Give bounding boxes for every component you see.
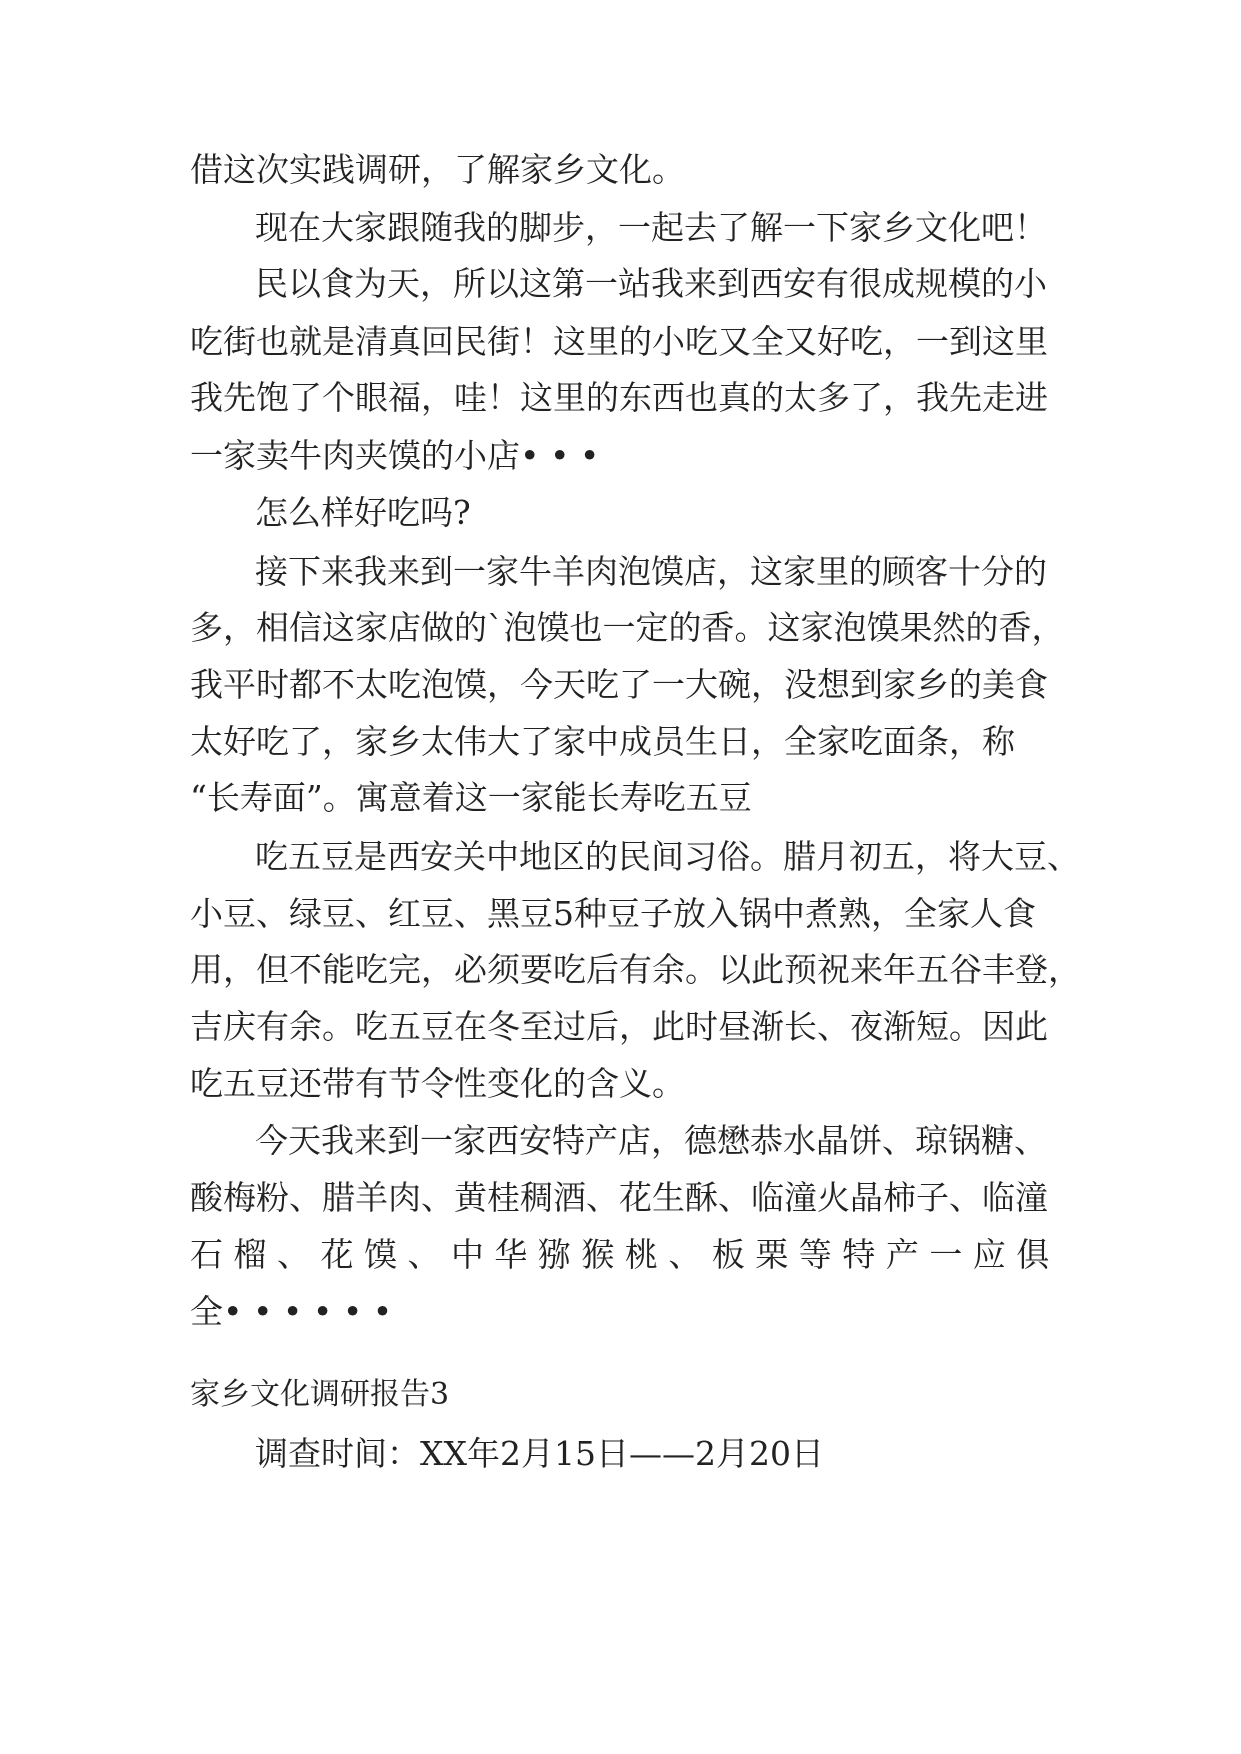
paragraph-line: 我平时都不太吃泡馍，今天吃了一大碗，没想到家乡的美食 — [190, 665, 1048, 704]
paragraph-line: 吃街也就是清真回民街！这里的小吃又全又好吃，一到这里 — [190, 322, 1048, 361]
paragraph-line: 吉庆有余。吃五豆在冬至过后，此时昼渐长、夜渐短。因此 — [190, 1007, 1048, 1046]
section-title: 家乡文化调研报告3 — [190, 1377, 450, 1412]
paragraph-line: 酸梅粉、腊羊肉、黄桂稠酒、花生酥、临潼火晶柿子、临潼 — [190, 1178, 1048, 1217]
paragraph-line: 我先饱了个眼福，哇！这里的东西也真的太多了，我先走进 — [190, 378, 1048, 417]
paragraph-line: 一家卖牛肉夹馍的小店• • • — [190, 436, 600, 475]
paragraph-line: 小豆、绿豆、红豆、黑豆5种豆子放入锅中煮熟，全家人食 — [190, 894, 1036, 933]
paragraph-line: 吃五豆是西安关中地区的民间习俗。腊月初五，将大豆、 — [255, 837, 1080, 876]
paragraph-line: 今天我来到一家西安特产店，德懋恭水晶饼、琼锅糖、 — [255, 1121, 1047, 1160]
paragraph-line: 多，相信这家店做的`泡馍也一定的香。这家泡馍果然的香， — [190, 608, 1065, 647]
paragraph-line: 怎么样好吃吗? — [255, 493, 471, 532]
paragraph-line: “长寿面”。寓意着这一家能长寿吃五豆 — [190, 778, 752, 817]
paragraph-line: 现在大家跟随我的脚步，一起去了解一下家乡文化吧！ — [255, 208, 1047, 247]
survey-time-line: 调查时间：XX年2月15日——2月20日 — [255, 1434, 824, 1473]
paragraph-line: 太好吃了，家乡太伟大了家中成员生日，全家吃面条，称 — [190, 722, 1015, 761]
paragraph-line: 全• • • • • • — [190, 1292, 393, 1331]
paragraph-line: 接下来我来到一家牛羊肉泡馍店，这家里的顾客十分的 — [255, 552, 1047, 591]
paragraph-line: 吃五豆还带有节令性变化的含义。 — [190, 1064, 685, 1103]
paragraph-line: 用，但不能吃完，必须要吃后有余。以此预祝来年五谷丰登， — [190, 950, 1081, 989]
paragraph-line: 借这次实践调研，了解家乡文化。 — [190, 150, 685, 189]
paragraph-line: 民以食为天，所以这第一站我来到西安有很成规模的小 — [255, 264, 1047, 303]
paragraph-line: 石 榴 、 花 馍 、 中 华 猕 猴 桃 、 板 栗 等 特 产 一 应 俱 — [190, 1235, 1050, 1274]
